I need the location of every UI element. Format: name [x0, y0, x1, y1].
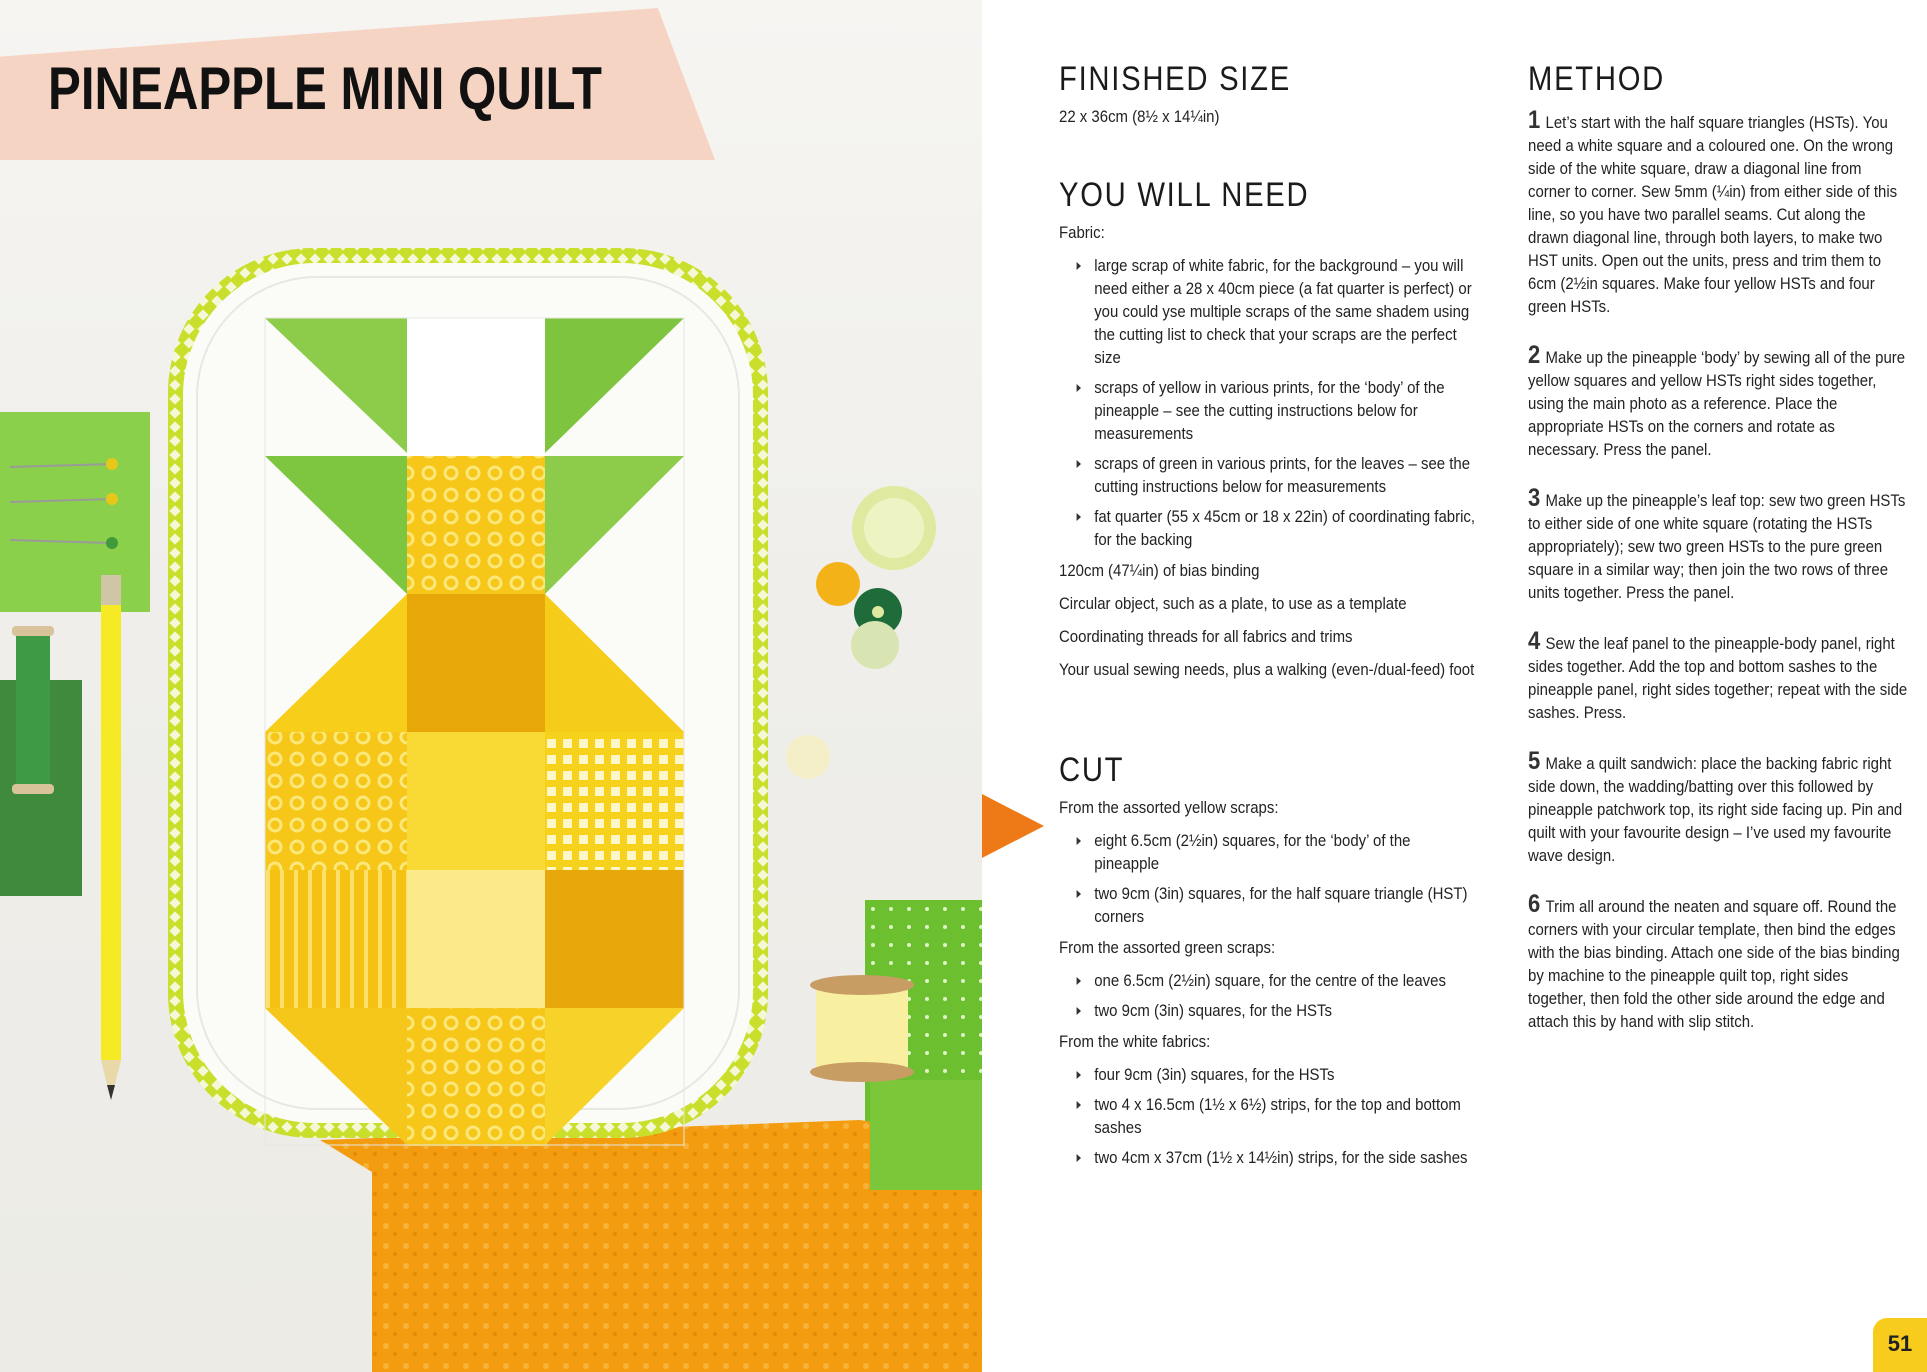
list-item: large scrap of white fabric, for the background – you will need either a 28 x 40cm piece (a fat quarter is perfect) or you could yse multiple scraps of the same shadem using the cutting list to check that your scraps are the perfect size [1094, 254, 1479, 369]
step-text: Sew the leaf panel to the pineapple-body panel, right sides together. Add the top and bottom sashes to the pineapple panel, right sides together; repeat with the side sashes. Press. [1528, 634, 1908, 722]
step-number: 5 [1528, 747, 1541, 775]
pencil [101, 575, 121, 1100]
step-number: 4 [1528, 627, 1541, 655]
buttons [786, 486, 936, 779]
need-item: Your usual sewing needs, plus a walking (even-/dual-feed) foot [1059, 660, 1475, 679]
list-item: four 9cm (3in) squares, for the HSTs [1094, 1063, 1479, 1086]
cut-arrow-marker [982, 794, 1044, 858]
fabric-label: Fabric: [1059, 223, 1105, 242]
method-column [1528, 60, 1908, 1059]
list-item: one 6.5cm (2½in) square, for the centre of the leaves [1094, 969, 1479, 992]
step-number: 1 [1528, 106, 1541, 134]
step-text: Make up the pineapple’s leaf top: sew two green HSTs to either side of one white square (rotating the HSTs appropriately); sew two green HSTs to the pure green square in a similar way; then join the two rows of three units together. Press the panel. [1528, 491, 1906, 602]
fabric-list [1059, 254, 1479, 551]
cut-group-label: From the assorted yellow scraps: [1059, 798, 1279, 817]
you-will-need-heading: YOU WILL NEED [1059, 176, 1310, 214]
page-number-tab [1873, 1318, 1927, 1372]
thread-spool [12, 626, 54, 794]
method-step [1528, 890, 1908, 1033]
page-number: 51 [1887, 1331, 1913, 1356]
step-number: 6 [1528, 890, 1541, 918]
cut-list [1059, 829, 1479, 928]
requirements-column [1059, 60, 1479, 1177]
method-step [1528, 484, 1908, 604]
list-item: two 9cm (3in) squares, for the half square triangle (HST) corners [1094, 882, 1479, 928]
page-title: PINEAPPLE MINI QUILT [48, 55, 602, 122]
pineapple-quilt [168, 248, 768, 1146]
method-step [1528, 747, 1908, 867]
step-number: 3 [1528, 484, 1541, 512]
step-text: Trim all around the neaten and square off. Round the corners with your circular template, then bind the edges with the bias binding. Attach one side of the bias binding by machine to the pineapple quilt top, right sides together, then fold the other side around the edge and attach this by hand with slip stitch. [1528, 897, 1900, 1031]
list-item: eight 6.5cm (2½in) squares, for the ‘body’ of the pineapple [1094, 829, 1479, 875]
cut-group-label: From the assorted green scraps: [1059, 938, 1276, 957]
need-item: 120cm (47¼in) of bias binding [1059, 561, 1260, 580]
cut-group-label: From the white fabrics: [1059, 1032, 1211, 1051]
list-item: fat quarter (55 x 45cm or 18 x 22in) of coordinating fabric, for the backing [1094, 505, 1479, 551]
list-item: two 4cm x 37cm (1½ x 14½in) strips, for the side sashes [1094, 1146, 1479, 1169]
method-step [1528, 106, 1908, 318]
finished-size-text: 22 x 36cm (8½ x 14¼in) [1059, 107, 1220, 126]
cut-heading: CUT [1059, 751, 1125, 789]
list-item: two 9cm (3in) squares, for the HSTs [1094, 999, 1479, 1022]
need-item: Coordinating threads for all fabrics and trims [1059, 627, 1353, 646]
need-item: Circular object, such as a plate, to use as a template [1059, 594, 1407, 613]
step-number: 2 [1528, 341, 1541, 369]
step-text: Make a quilt sandwich: place the backing fabric right side down, the wadding/batting over this followed by pineapple patchwork top, its right side facing up. Pin and quilt with your favourite design – I’ve used my favourite wave design. [1528, 754, 1903, 865]
method-heading: METHOD [1528, 60, 1666, 98]
method-step [1528, 627, 1908, 724]
method-step [1528, 341, 1908, 461]
cut-list [1059, 969, 1479, 1022]
list-item: scraps of yellow in various prints, for the ‘body’ of the pineapple – see the cutting instructions below for measurements [1094, 376, 1479, 445]
list-item: scraps of green in various prints, for the leaves – see the cutting instructions below for measurements [1094, 452, 1479, 498]
step-text: Let’s start with the half square triangles (HSTs). You need a white square and a coloured one. On the wrong side of the white square, draw a diagonal line from corner to corner. Sew 5mm (¼in) from either side of this line, so you have two parallel seams. Cut along the drawn diagonal line, through both layers, to make two HST units. Open out the units, press and trim them to 6cm (2½in squares. Make four yellow HSTs and four green HSTs. [1528, 113, 1898, 316]
finished-size-heading: FINISHED SIZE [1059, 60, 1291, 98]
yellow-thread-spool [810, 975, 914, 1082]
step-text: Make up the pineapple ‘body’ by sewing all of the pure yellow squares and yellow HSTs right sides together, using the main photo as a reference. Place the appropriate HSTs on the corners and rotate as necessary. Press the panel. [1528, 348, 1906, 459]
cut-list [1059, 1063, 1479, 1169]
list-item: two 4 x 16.5cm (1½ x 6½) strips, for the top and bottom sashes [1094, 1093, 1479, 1139]
